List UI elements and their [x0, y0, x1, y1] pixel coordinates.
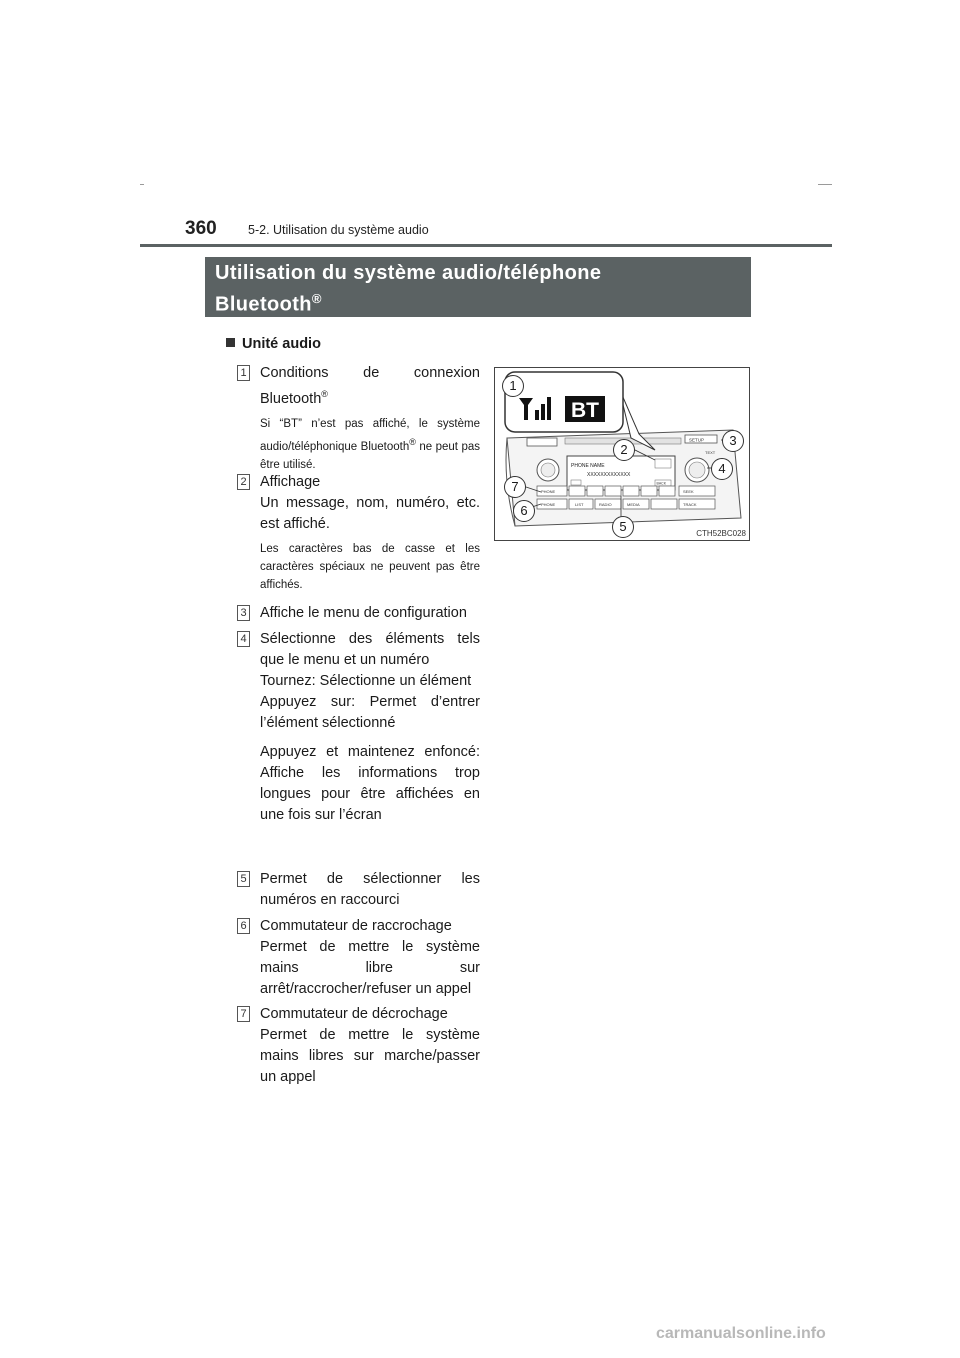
- page-number: 360: [185, 218, 217, 239]
- list-item-3: Affiche le menu de configuration: [260, 605, 467, 621]
- banner-line-1: Utilisation du système audio/téléphone: [215, 262, 602, 284]
- callout-4: 4: [711, 458, 733, 480]
- text-button-label: TEXT: [705, 450, 716, 455]
- phone-label-bottom: PHONE: [541, 502, 556, 507]
- callout-2: 2: [613, 439, 635, 461]
- callout-1: 1: [502, 375, 524, 397]
- media-label: MEDIA: [627, 502, 640, 507]
- item-number-1: 1: [237, 365, 250, 381]
- item-number-2: 2: [237, 474, 250, 490]
- bt-label: BT: [571, 399, 599, 422]
- item-number-3: 3: [237, 605, 250, 621]
- item-number-7: 7: [237, 1006, 250, 1022]
- item-number-5: 5: [237, 871, 250, 887]
- list-item-6: Commutateur de raccrochage Permet de mettre le système mains libre sur arrêt/raccrocher/refuser un appel: [260, 918, 480, 997]
- display-text-1: PHONE NAME: [571, 463, 605, 469]
- callout-5: 5: [612, 516, 634, 538]
- list-item-7: Commutateur de décrochage Permet de mettre le système mains libres sur marche/passer un appel: [260, 1006, 480, 1085]
- list-label: LIST: [575, 502, 584, 507]
- crop-mark-left: [140, 184, 144, 185]
- subheading: Unité audio: [226, 336, 321, 352]
- list-item-5: Permet de sélectionner les numéros en raccourci: [260, 871, 480, 908]
- track-label: TRACK: [683, 502, 697, 507]
- square-bullet-icon: [226, 338, 235, 347]
- title-banner: [205, 257, 751, 317]
- audio-unit-figure: [494, 367, 750, 541]
- watermark: carmanualsonline.info: [656, 1325, 826, 1342]
- list-item-1: Conditions de connexion Bluetooth® Si “BT” n’est pas affiché, le système audio/téléphonique Bluetooth® ne peut pas être utilisé.: [260, 365, 480, 471]
- seek-label: SEEK: [683, 489, 694, 494]
- setup-button-label: SETUP: [689, 437, 705, 443]
- callout-6: 6: [513, 500, 535, 522]
- registered-mark: ®: [311, 291, 322, 306]
- display-text-2: XXXXXXXXXXXXX: [587, 472, 631, 478]
- callout-7: 7: [504, 476, 526, 498]
- section-title: 5-2. Utilisation du système audio: [248, 223, 429, 237]
- phone-label-top: PHONE: [541, 489, 556, 494]
- item-number-6: 6: [237, 918, 250, 934]
- radio-label: RADIO: [599, 502, 612, 507]
- registered-mark: ®: [321, 389, 328, 399]
- figure-code: CTH52BC028: [696, 529, 746, 538]
- banner-line-2: Bluetooth®: [215, 291, 322, 316]
- back-label: BACK: [656, 481, 667, 486]
- list-item-2: Affichage Un message, nom, numéro, etc. est affiché. Les caractères bas de casse et les caractères spéciaux ne peuvent pas être affichés.: [260, 474, 480, 591]
- crop-mark-right: [818, 184, 832, 185]
- list-item-4: Sélectionne des éléments tels que le menu et un numéro Tournez: Sélectionne un élément Appuyez sur: Permet d’entrer l’élément sélectionné Appuyez et maintenez enfoncé: Affiche les informations trop longues pour être affichées en une fois sur l’écran: [260, 631, 480, 823]
- callout-3: 3: [722, 430, 744, 452]
- header-rule: [140, 244, 832, 247]
- registered-mark: ®: [409, 436, 416, 447]
- item-number-4: 4: [237, 631, 250, 647]
